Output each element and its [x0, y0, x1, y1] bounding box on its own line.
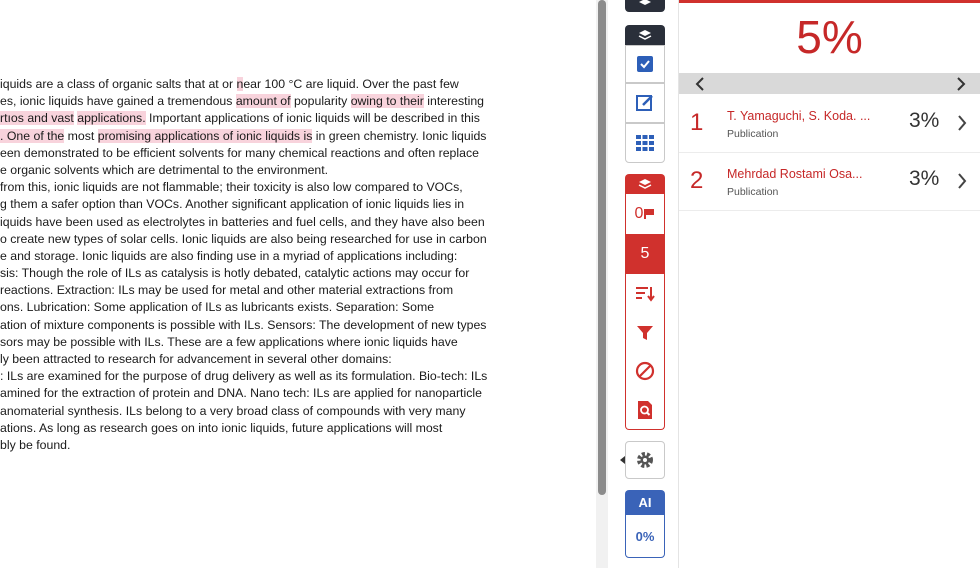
source-name[interactable]: Mehrdad Rostami Osa... [727, 167, 863, 181]
document-line [0, 231, 560, 248]
source-item[interactable] [679, 95, 980, 153]
layers-icon [638, 178, 652, 191]
grid-icon [635, 134, 655, 152]
document-line [0, 385, 560, 402]
document-line [0, 334, 560, 351]
document-text-segment: ear 100 °C are liquid. Over the past few [243, 77, 459, 91]
matched-text-highlight[interactable]: n [236, 77, 244, 91]
document-line [0, 299, 560, 316]
document-line [0, 110, 560, 127]
sort-icon [635, 285, 655, 303]
document-text-segment: anomaterial synthesis. ILs belong to a very broad class of compounds with very many [0, 403, 466, 418]
filter-icon [636, 324, 654, 342]
source-type: Publication [727, 128, 779, 140]
document-line [0, 437, 560, 454]
document-line [0, 196, 560, 213]
document-text-segment: g them a safer option than VOCs. Another significant application of ionic liquids lies in [0, 197, 465, 212]
source-percent: 3% [909, 109, 940, 132]
similarity-group-header[interactable] [625, 174, 665, 194]
document-text-segment: ations. As long as research goes on into ionic liquids, future applications will most [0, 420, 443, 435]
document-line [0, 403, 560, 420]
matched-text-highlight[interactable]: . One of the [0, 128, 65, 143]
grid-tool-button[interactable] [625, 123, 665, 163]
similarity-panel [679, 0, 980, 568]
source-pager [679, 73, 980, 94]
source-name[interactable]: T. Yamaguchi, S. Koda. ... [727, 109, 871, 123]
document-text-segment: in green chemistry. Ionic liquids [312, 128, 487, 143]
ai-score-button[interactable] [625, 514, 665, 558]
source-search-button[interactable] [625, 390, 665, 430]
document-line [0, 162, 560, 179]
chevron-right-icon[interactable] [957, 115, 967, 131]
source-item[interactable] [679, 153, 980, 211]
ai-label: AI [638, 494, 652, 510]
document-line [0, 351, 560, 368]
exclude-button[interactable] [625, 352, 665, 390]
chevron-right-icon[interactable] [957, 173, 967, 189]
matched-text-highlight[interactable]: owing to their [350, 94, 424, 109]
document-text-segment: o create new types of solar cells. Ionic liquids are also being researched for use in carbon [0, 231, 487, 246]
document-text-segment: reactions. Extraction: ILs may be used for metal and other material extractions from [0, 283, 454, 298]
document-text-segment: e organic solvents which are detrimental to the environment. [0, 162, 329, 177]
flag-count: 0 [634, 205, 644, 222]
document-text-segment: ly been attracted to research for advancement in several other domains: [0, 352, 392, 366]
matched-text-highlight[interactable]: rtıos and vast [0, 111, 74, 126]
chevron-left-icon [695, 77, 705, 91]
document-line [0, 282, 560, 299]
source-rank: 2 [690, 167, 704, 194]
document-line [0, 93, 560, 110]
match-count: 5 [640, 245, 650, 262]
document-text-segment: een demonstrated to be efficient solvents for many chemical reactions and often replace [0, 145, 479, 160]
matched-text-highlight[interactable]: applications. [77, 111, 146, 126]
source-rank: 1 [690, 109, 704, 136]
match-overview-button[interactable] [625, 234, 665, 274]
chevron-right-icon [956, 77, 966, 91]
source-type: Publication [727, 186, 779, 198]
edit-tool-button[interactable] [625, 83, 665, 123]
panel-accent-bar [679, 0, 980, 3]
ai-header[interactable] [625, 490, 665, 514]
document-line [0, 76, 560, 93]
document-line [0, 265, 560, 282]
pager-prev-button[interactable] [689, 73, 711, 94]
edit-icon [635, 93, 655, 113]
layers-group-header[interactable] [625, 25, 665, 45]
pager-next-button[interactable] [950, 73, 972, 94]
document-text-segment: popularity [290, 94, 351, 109]
document-line [0, 145, 560, 162]
document-line [0, 248, 560, 265]
check-square-icon [635, 54, 655, 74]
document-text-segment: iquids have been used as electrolytes in batteries and fuel cells, and they have also been [0, 214, 485, 229]
sort-button[interactable] [625, 274, 665, 314]
flags-button[interactable] [625, 194, 665, 234]
document-text-segment: bly be found. [0, 437, 71, 452]
document-text-segment: interesting [423, 94, 484, 109]
gear-icon [635, 450, 655, 470]
checkbox-tool-button[interactable] [625, 45, 665, 83]
filter-button[interactable] [625, 314, 665, 352]
document-text-segment: sis: Though the role of ILs as catalysis is hotly debated, catalytic actions may occur for [0, 266, 470, 281]
layers-icon [638, 29, 652, 42]
document-text-segment: Important applications of ionic liquids will be described in this [145, 111, 480, 126]
document-line [0, 214, 560, 231]
document-text-segment: sors may be possible with ILs. These are a few applications where ionic liquids have [0, 334, 458, 349]
block-icon [635, 361, 655, 381]
flag-icon [643, 208, 655, 220]
document-line [0, 368, 560, 385]
document-line [0, 317, 560, 334]
document-text-segment: ation of mixture components is possible with ILs. Sensors: The development of new types [0, 317, 487, 332]
document-text-segment: es, ionic liquids have gained a tremendous [0, 94, 236, 109]
document-scrollbar-thumb[interactable] [598, 0, 606, 495]
overall-similarity-percent: 5% [796, 11, 863, 63]
document-text-segment: from this, ionic liquids are not flammable; their toxicity is also low compared to VOCs, [0, 180, 463, 195]
document-text-segment: e and storage. Ionic liquids are also finding use in a myriad of applications including: [0, 248, 458, 263]
layers-icon [638, 0, 652, 8]
document-text [0, 76, 560, 454]
document-line [0, 179, 560, 196]
layers-top-button[interactable] [625, 0, 665, 12]
ai-percent: 0% [635, 528, 655, 544]
document-text-segment: amined for the extraction of protein and DNA. Nano tech: ILs are applied for nanoparticle [0, 386, 482, 401]
document-line [0, 420, 560, 437]
document-text-segment: ons. Lubrication: Some application of ILs as lubricants exists. Separation: Some [0, 300, 435, 315]
settings-pointer [620, 456, 625, 464]
matched-text-highlight[interactable]: amount of [235, 94, 291, 109]
source-percent: 3% [909, 167, 940, 190]
settings-button[interactable] [625, 441, 665, 479]
document-text-segment: : ILs are examined for the purpose of drug delivery as well as its formulation. Bio-tech: ILs [0, 369, 488, 384]
document-search-icon [636, 400, 654, 420]
side-toolbar [608, 0, 679, 568]
matched-text-highlight[interactable]: promising applications of ionic liquids is [97, 128, 313, 143]
document-text-segment: most [64, 128, 98, 143]
document-line [0, 128, 560, 145]
document-text-segment: iquids are a class of organic salts that at or [0, 77, 237, 91]
